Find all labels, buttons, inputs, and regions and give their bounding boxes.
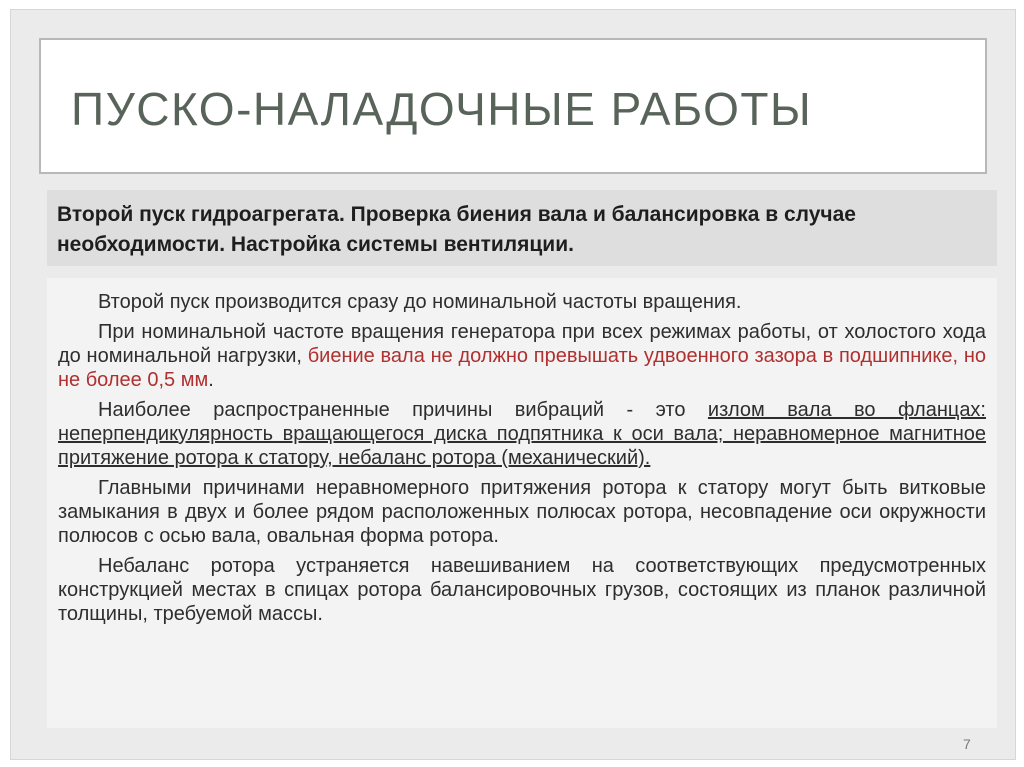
paragraph-4 (58, 476, 986, 548)
slide (10, 9, 1016, 760)
slide-subtitle: Второй пуск гидроагрегата. Проверка биения вала и балансировка в случае необходимости. Настройка системы вентиляции. (57, 203, 856, 256)
body-panel (47, 278, 997, 728)
paragraph-1-text: Второй пуск производится сразу до номинальной частоты вращения. (98, 291, 742, 313)
paragraph-2-highlight: биение вала не должно превышать удвоенного зазора в подшипнике, но не более 0,5 мм (58, 345, 986, 391)
page-number: 7 (963, 736, 971, 752)
paragraph-5 (58, 554, 986, 626)
paragraph-3-text: Наиболее распространенные причины вибраций - это (98, 399, 708, 421)
paragraph-2 (58, 320, 986, 392)
subtitle-panel (47, 190, 997, 266)
paragraph-3 (58, 398, 986, 470)
paragraph-5-text: Небаланс ротора устраняется навешиванием на соответствующих предусмотренных конструкцией местах в спицах ротора балансировочных грузов, состоящих из планок различной толщины, требуемой массы. (58, 555, 986, 625)
slide-title: ПУСКО-НАЛАДОЧНЫЕ РАБОТЫ (71, 83, 813, 135)
paragraph-3-underlined: излом вала во фланцах: неперпендикулярность вращающегося диска подпятника к оси вала; неравномерное магнитное притяжение ротора к статору, небаланс ротора (механический). (58, 399, 986, 469)
paragraph-4-text: Главными причинами неравномерного притяжения ротора к статору могут быть витковые замыкания в двух и более рядом расположенных полюсах ротора, несовпадение оси окружности полюсов с осью вала, овальная форма ротора. (58, 477, 986, 547)
paragraph-2-text: При номинальной частоте вращения генератора при всех режимах работы, от холостого хода до номинальной нагрузки, (58, 321, 986, 367)
paragraph-1 (58, 290, 986, 314)
paragraph-2-end: . (208, 369, 214, 391)
